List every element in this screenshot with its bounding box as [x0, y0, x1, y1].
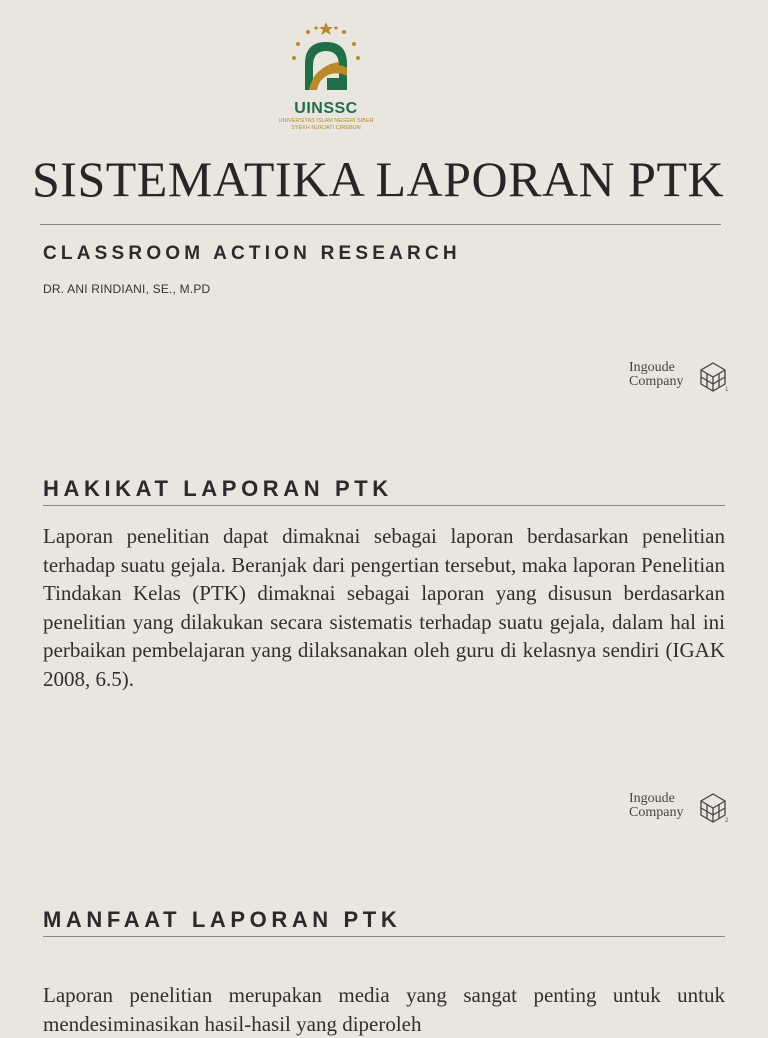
brand-line2: Company: [629, 805, 684, 820]
heading-divider: [43, 505, 725, 506]
uinssc-logo: [264, 20, 388, 132]
brand-mark: [629, 361, 739, 397]
logo-name: UINSSC: [294, 100, 358, 117]
heading-divider: [43, 936, 725, 937]
author-name: DR. ANI RINDIANI, SE., M.PD: [43, 282, 211, 296]
logo-subtitle-line1: UNIVERSITAS ISLAM NEGERI SIBER: [278, 118, 374, 124]
presentation-subtitle: CLASSROOM ACTION RESEARCH: [43, 243, 461, 264]
brand-text: [629, 361, 683, 389]
leaf-cube-icon: [700, 362, 729, 393]
slide-1: [0, 0, 768, 430]
presentation-title: SISTEMATIKA LAPORAN PTK: [32, 151, 725, 207]
leaf-cube-icon: [700, 793, 729, 824]
section-body-hakikat: Laporan penelitian dapat dimaknai sebagai laporan berdasarkan penelitian terhadap suatu gejala. Beranjak dari pengertian tersebut, maka laporan Penelitian Tindakan Kelas (PTK) dimaknai sebagai laporan yang disusun berdasarkan penelitian yang dilakukan secara sistematis terhadap suatu gejala, dalam hal ini perbaikan pembelajaran yang dilaksanakan oleh guru di kelasnya sendiri (IGAK 2008, 6.5).: [43, 524, 725, 691]
section-body-manfaat: Laporan penelitian merupakan media yang sangat penting untuk untuk mendesiminasikan hasil-hasil yang diperoleh: [43, 983, 725, 1036]
brand-line1: Ingoude: [629, 360, 675, 375]
brand-mark: [629, 792, 739, 828]
section-heading-manfaat: MANFAAT LAPORAN PTK: [43, 907, 402, 932]
section-heading-hakikat: HAKIKAT LAPORAN PTK: [43, 476, 393, 501]
page-number: 2: [725, 818, 729, 824]
logo-subtitle-line2: SYEKH NURJATI CIREBON: [291, 125, 361, 131]
brand-line2: Company: [629, 374, 684, 389]
brand-text: [629, 792, 683, 820]
page-number: 1: [725, 387, 729, 393]
uinssc-emblem-icon: [287, 20, 365, 98]
brand-line1: Ingoude: [629, 791, 675, 806]
title-divider: [40, 224, 721, 225]
